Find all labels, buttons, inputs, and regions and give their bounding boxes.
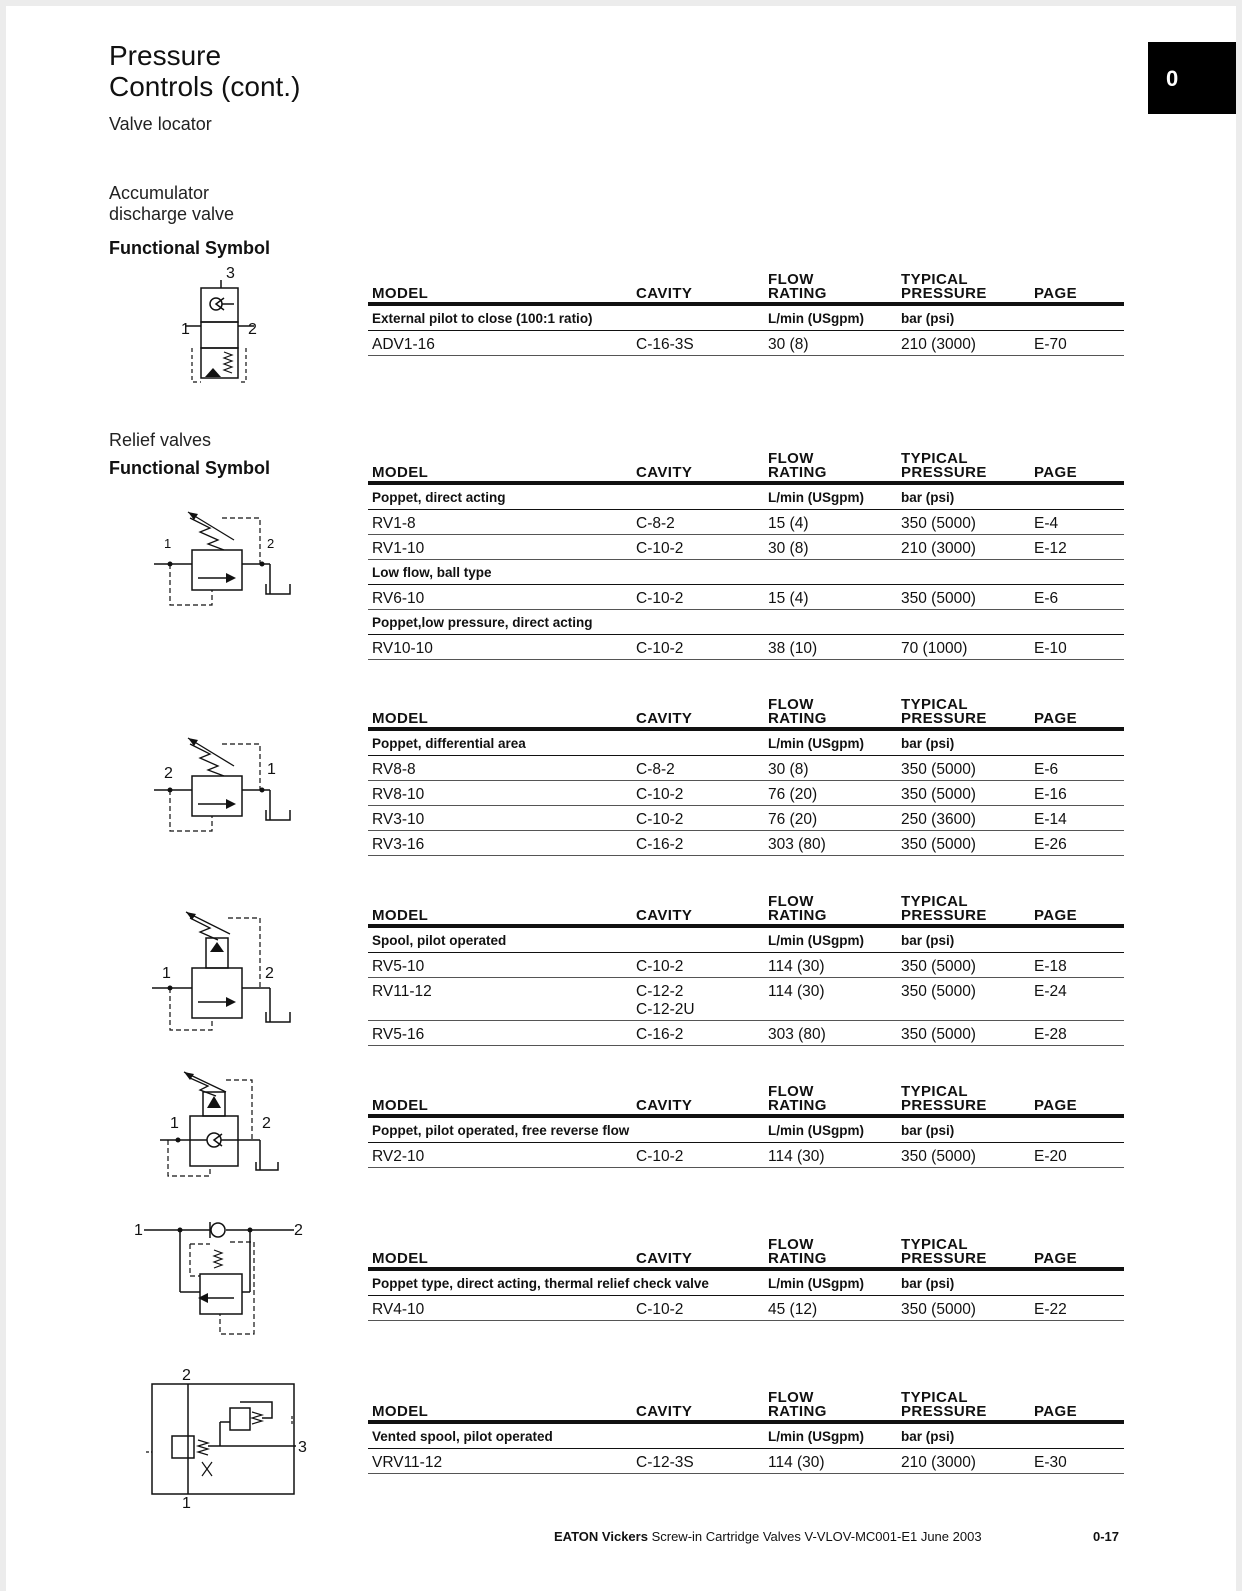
port-label: 1 — [267, 761, 276, 778]
table-subheader: Low flow, ball type — [368, 560, 1124, 585]
table-header: MODEL CAVITY FLOW RATING TYPICAL PRESSURE PAGE — [368, 695, 1124, 731]
port-label: 2 — [294, 1222, 303, 1239]
table-row: RV1-10 C-10-2 30 (8) 210 (3000) E-12 — [368, 535, 1124, 560]
table-row: RV3-16 C-16-2 303 (80) 350 (5000) E-26 — [368, 831, 1124, 856]
table-header: MODEL CAVITY FLOW RATING TYPICAL PRESSURE PAGE — [368, 892, 1124, 928]
functional-symbol-label: Functional Symbol — [109, 238, 271, 258]
table-subheader: Poppet type, direct acting, thermal relief check valve L/min (USgpm) bar (psi) — [368, 1271, 1124, 1296]
table-header: MODEL CAVITY FLOW RATING TYPICAL PRESSURE PAGE — [368, 1082, 1124, 1118]
table-row: RV6-10 C-10-2 15 (4) 350 (5000) E-6 — [368, 585, 1124, 610]
valve-table — [368, 892, 1124, 1046]
footer-text: Screw-in Cartridge Valves V-VLOV-MC001-E1 June 2003 — [651, 1529, 982, 1544]
table-subheader: Poppet, differential area L/min (USgpm) bar (psi) — [368, 731, 1124, 756]
accumulator-heading: Accumulator discharge valve — [109, 183, 235, 224]
table-row: RV2-10 C-10-2 114 (30) 350 (5000) E-20 — [368, 1143, 1124, 1168]
table-row: RV8-8 C-8-2 30 (8) 350 (5000) E-6 — [368, 756, 1124, 781]
footer-brand: EATON Vickers — [554, 1529, 648, 1544]
table-subheader: Poppet,low pressure, direct acting — [368, 610, 1124, 635]
table-header: MODEL CAVITY FLOW RATING TYPICAL PRESSURE PAGE — [368, 449, 1124, 485]
port-label: 1 — [162, 965, 171, 982]
port-label: 2 — [265, 965, 274, 982]
port-label: 2 — [182, 1367, 191, 1384]
accumulator-valve-symbol — [166, 262, 276, 392]
relief-heading: Relief valves — [109, 430, 212, 450]
valve-table — [368, 449, 1124, 660]
table-subheader: Vented spool, pilot operated L/min (USgpm) bar (psi) — [368, 1424, 1124, 1449]
port-label: 1 — [134, 1222, 143, 1239]
table-header: MODEL CAVITY FLOW RATING TYPICAL PRESSURE PAGE — [368, 1235, 1124, 1271]
page-subtitle: Valve locator — [109, 114, 212, 134]
table-subheader: Spool, pilot operated L/min (USgpm) bar (psi) — [368, 928, 1124, 953]
table-row: RV1-8 C-8-2 15 (4) 350 (5000) E-4 — [368, 510, 1124, 535]
valve-table — [368, 1235, 1124, 1321]
port-label: 2 — [248, 321, 257, 338]
page-footer — [554, 1529, 982, 1544]
table-row: RV10-10 C-10-2 38 (10) 70 (1000) E-10 — [368, 635, 1124, 660]
table-row: RV3-10 C-10-2 76 (20) 250 (3600) E-14 — [368, 806, 1124, 831]
table-row: RV5-10 C-10-2 114 (30) 350 (5000) E-18 — [368, 953, 1124, 978]
thermal-relief-check-valve-symbol — [130, 1214, 320, 1344]
pilot-relief-valve-symbol — [142, 910, 302, 1040]
document-page — [6, 6, 1236, 1591]
table-row: RV5-16 C-16-2 303 (80) 350 (5000) E-28 — [368, 1021, 1124, 1046]
port-label: 1 — [164, 536, 172, 551]
table-subheader: Poppet, pilot operated, free reverse flow L/min (USgpm) bar (psi) — [368, 1118, 1124, 1143]
port-label: 2 — [164, 765, 173, 782]
table-subheader: Poppet, direct acting L/min (USgpm) bar (psi) — [368, 485, 1124, 510]
table-row: RV8-10 C-10-2 76 (20) 350 (5000) E-16 — [368, 781, 1124, 806]
port-label: 1 — [181, 321, 190, 338]
table-row: RV11-12 C-12-2 C-12-2U 114 (30) 350 (5000) E-24 — [368, 978, 1124, 1021]
table-header: MODEL CAVITY FLOW RATING TYPICAL PRESSURE PAGE — [368, 270, 1124, 306]
table-row: VRV11-12 C-12-3S 114 (30) 210 (3000) E-30 — [368, 1449, 1124, 1474]
port-label: 3 — [298, 1439, 307, 1456]
table-header: MODEL CAVITY FLOW RATING TYPICAL PRESSURE PAGE — [368, 1388, 1124, 1424]
check-relief-valve-symbol — [150, 1070, 300, 1200]
port-label: 1 — [182, 1495, 191, 1512]
section-tab: 0 — [1148, 42, 1236, 114]
port-label: 1 — [170, 1115, 179, 1132]
table-subheader: External pilot to close (100:1 ratio) L/min (USgpm) bar (psi) — [368, 306, 1124, 331]
vented-relief-valve-symbol — [142, 1366, 317, 1516]
page-number: 0-17 — [1093, 1529, 1120, 1544]
port-label: 3 — [226, 265, 235, 282]
valve-table — [368, 270, 1124, 356]
valve-table — [368, 1082, 1124, 1168]
valve-table — [368, 1388, 1124, 1474]
valve-table — [368, 695, 1124, 856]
port-label: 2 — [262, 1115, 271, 1132]
table-row: RV4-10 C-10-2 45 (12) 350 (5000) E-22 — [368, 1296, 1124, 1321]
functional-symbol-label: Functional Symbol — [109, 458, 271, 478]
relief-valve-symbol — [142, 736, 302, 846]
port-label: 2 — [267, 536, 275, 551]
table-row: ADV1-16 C-16-3S 30 (8) 210 (3000) E-70 — [368, 331, 1124, 356]
page-title: Pressure Controls (cont.) — [109, 40, 301, 102]
relief-valve-symbol — [142, 510, 302, 620]
